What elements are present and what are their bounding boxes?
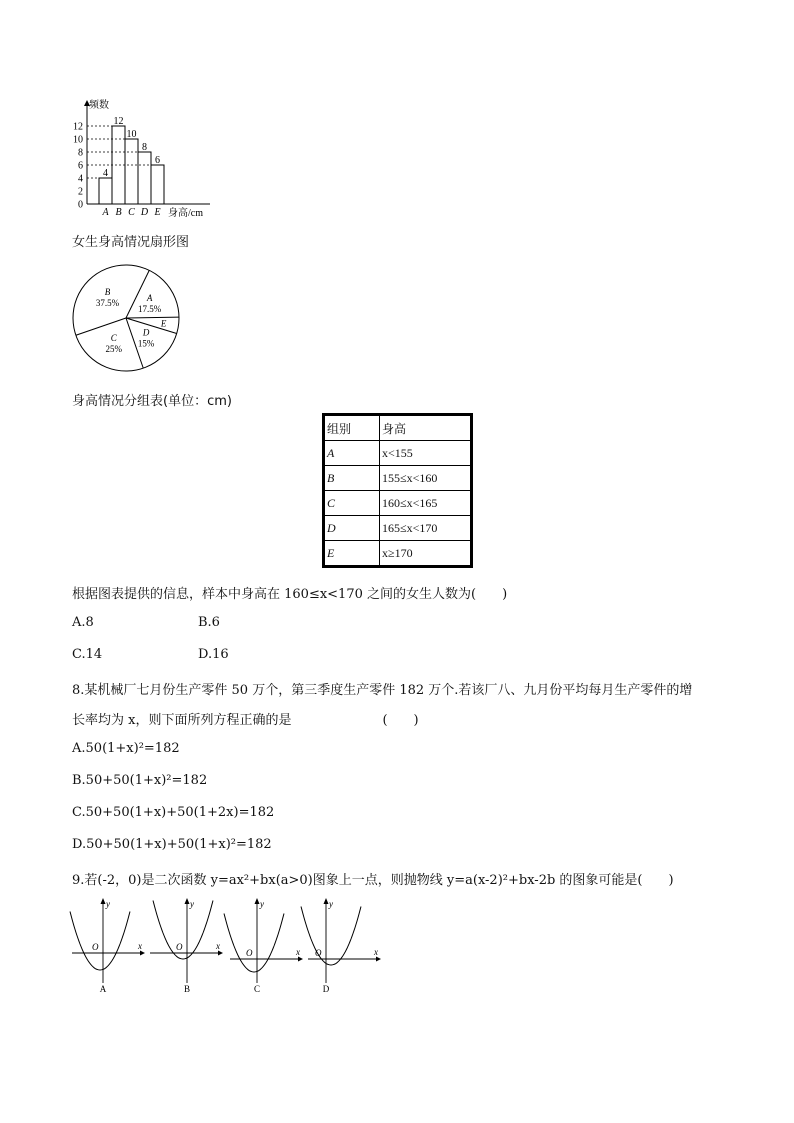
q7-stem: 根据图表提供的信息，样本中身高在 160≤x<170 之间的女生人数为( ) — [72, 587, 508, 602]
y-axis-label: y — [260, 899, 264, 909]
table-row — [324, 491, 472, 516]
bar-value-label: 8 — [142, 142, 147, 153]
bar-E — [151, 165, 164, 204]
parabola-curve — [224, 914, 284, 973]
q7-option-a: A.8 — [72, 615, 94, 630]
table-row — [324, 516, 472, 541]
group-cell: C — [324, 491, 380, 516]
x-axis-label: 身高/cm — [168, 208, 203, 219]
category-label: D — [140, 207, 149, 218]
q8-option-c: C.50+50(1+x)+50(1+2x)=182 — [72, 805, 275, 820]
y-tick-label: 12 — [73, 121, 83, 133]
bar-value-label: 6 — [155, 155, 160, 166]
y-tick-label: 8 — [78, 147, 83, 159]
parabola-curve — [153, 901, 213, 960]
bar-A — [99, 178, 112, 204]
group-cell: B — [324, 466, 380, 491]
x-axis-arrow — [218, 951, 223, 956]
x-axis-label: x — [216, 941, 220, 951]
q8-option-d: D.50+50(1+x)+50(1+x)²=182 — [72, 837, 272, 852]
option-label: D — [322, 984, 330, 994]
slice-label-B: B — [104, 287, 111, 298]
origin-label: O — [92, 942, 99, 952]
x-axis-label: x — [374, 947, 378, 957]
y-axis-label: y — [190, 899, 194, 909]
slice-label-D: D — [142, 327, 150, 338]
y-axis-arrow — [255, 898, 260, 904]
height-range-cell: 155≤x<160 — [380, 466, 472, 491]
x-axis-label: x — [296, 947, 300, 957]
parabola-curve — [301, 907, 361, 966]
frequency-bar-chart — [60, 92, 220, 222]
y-tick-label: 6 — [78, 160, 83, 172]
y-axis-label: 频数 — [89, 100, 109, 111]
q9-stem: 9.若(-2，0)是二次函数 y=ax²+bx(a>0)图象上一点，则抛物线 y=a(x-2)²+bx-2b 的图象可能是( ) — [72, 873, 674, 888]
height-range-cell: x≥170 — [380, 541, 472, 567]
x-axis-arrow — [298, 957, 303, 962]
category-label: E — [154, 207, 161, 218]
origin-label: O — [176, 942, 183, 952]
y-tick-label: 0 — [78, 199, 83, 211]
parabola-graph-C — [224, 898, 303, 994]
y-tick-label: 2 — [78, 186, 83, 198]
option-label: C — [253, 984, 261, 994]
slice-label-E: E — [160, 318, 167, 329]
group-cell: A — [324, 441, 380, 466]
bar-value-label: 12 — [113, 116, 124, 127]
q8-option-a: A.50(1+x)²=182 — [72, 741, 180, 756]
parabola-graph-A — [70, 898, 145, 994]
q8-stem-line2: 长率均为 x，则下面所列方程正确的是 ( ) — [72, 713, 419, 728]
option-label: A — [99, 984, 107, 994]
slice-percent-B: 37.5% — [95, 298, 120, 309]
group-cell: E — [324, 541, 380, 567]
category-label: A — [102, 207, 109, 218]
parabola-graph-B — [150, 898, 223, 994]
height-range-cell: 165≤x<170 — [380, 516, 472, 541]
height-range-cell: 160≤x<165 — [380, 491, 472, 516]
option-label: B — [183, 984, 191, 994]
y-axis-arrow — [185, 898, 190, 904]
slice-percent-C: 25% — [105, 344, 122, 355]
table-row — [324, 441, 472, 466]
bar-value-label: 10 — [126, 129, 137, 140]
x-axis-arrow — [140, 951, 145, 956]
bar-C — [125, 139, 138, 204]
parabola-options — [68, 895, 378, 995]
table-row — [324, 541, 472, 567]
y-axis-label: y — [106, 899, 110, 909]
parabola-curve — [70, 912, 130, 971]
height-pie-chart — [70, 262, 182, 374]
q8-stem-line1: 8.某机械厂七月份生产零件 50 万个，第三季度生产零件 182 万个.若该厂八、九月份平均每月生产零件的增 — [72, 683, 693, 698]
y-tick-label: 10 — [73, 134, 83, 146]
y-tick-label: 4 — [78, 173, 83, 185]
table-row — [324, 466, 472, 491]
header-group: 组别 — [324, 415, 380, 441]
origin-label: O — [315, 948, 322, 958]
x-axis-arrow — [376, 957, 381, 962]
category-label: B — [115, 207, 122, 218]
y-axis-arrow — [101, 898, 106, 904]
height-range-cell: x<155 — [380, 441, 472, 466]
origin-label: O — [246, 948, 253, 958]
group-cell: D — [324, 516, 380, 541]
slice-label-C: C — [110, 333, 117, 344]
bar-value-label: 4 — [103, 168, 108, 179]
slice-label-A: A — [146, 292, 153, 303]
x-axis-label: x — [138, 941, 142, 951]
q7-option-d: D.16 — [198, 647, 229, 662]
y-axis-arrow — [324, 898, 329, 904]
parabola-graph-D — [301, 898, 381, 994]
pie-chart-title: 女生身高情况扇形图 — [72, 235, 190, 250]
height-group-table — [322, 413, 473, 568]
y-axis-label: y — [329, 899, 333, 909]
slice-percent-A: 17.5% — [137, 303, 162, 314]
q8-option-b: B.50+50(1+x)²=182 — [72, 773, 208, 788]
header-height: 身高 — [380, 415, 472, 441]
category-label: C — [128, 207, 135, 218]
bar-D — [138, 152, 151, 204]
slice-percent-D: 15% — [137, 338, 155, 349]
table-header-row — [324, 415, 472, 441]
q7-option-b: B.6 — [198, 615, 220, 630]
q7-option-c: C.14 — [72, 647, 103, 662]
table-title: 身高情况分组表(单位：cm) — [72, 394, 232, 409]
